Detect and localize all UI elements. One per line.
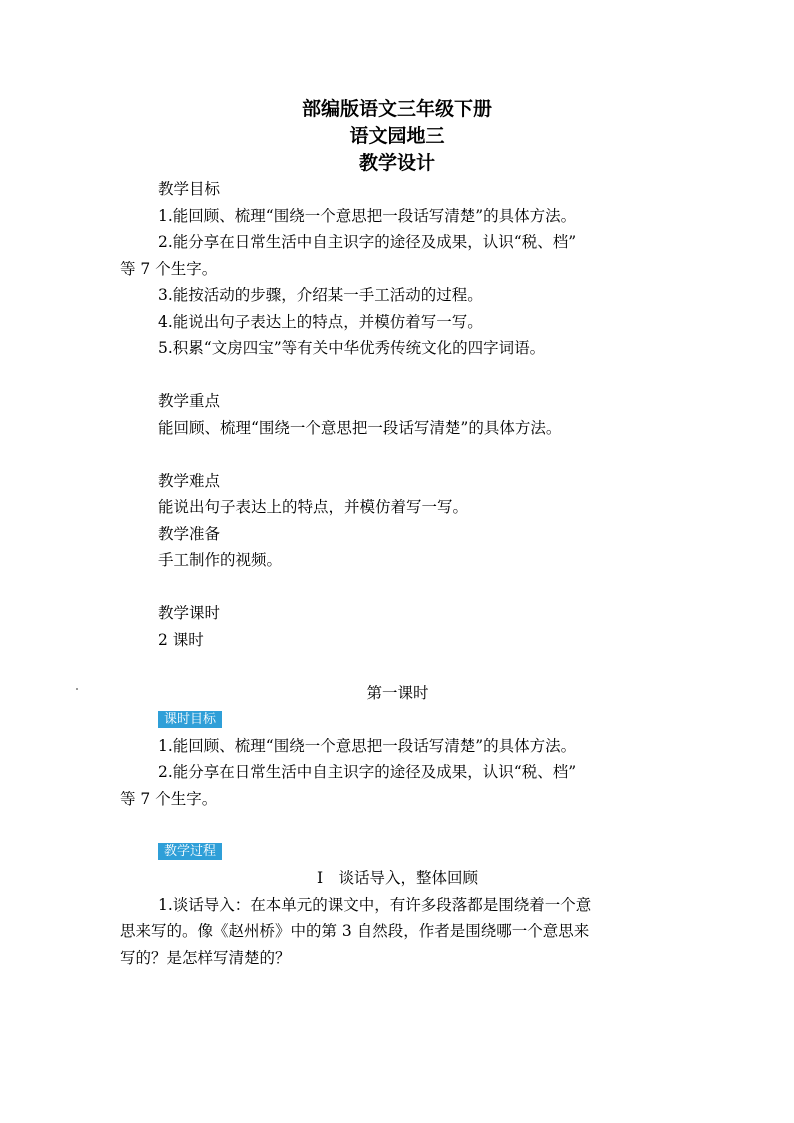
intro-paragraph-line: 写的？是怎样写清楚的？ (120, 948, 291, 967)
lesson-goal-tag: 课时目标 (158, 711, 222, 728)
spacer (120, 574, 675, 601)
document-body (120, 176, 675, 971)
key-points-heading: 教学重点 (158, 392, 221, 410)
objective-item: 3.能按活动的步骤，介绍某一手工活动的过程。 (158, 286, 483, 304)
stray-dot (76, 688, 78, 690)
spacer (120, 812, 675, 839)
spacer (120, 653, 675, 680)
goal-tag-row (120, 706, 675, 733)
lesson-goal-item: 2.能分享在日常生活中自主识字的途径及成果，认识“税、档” (158, 763, 577, 781)
objective-item: 5.积累“文房四宝”等有关中华优秀传统文化的四字词语。 (158, 339, 546, 357)
periods-text: 2 课时 (158, 630, 204, 649)
title-line-3: 教学设计 (358, 152, 435, 174)
document-title (0, 96, 794, 177)
objective-item: 2.能分享在日常生活中自主识字的途径及成果，认识“税、档” (158, 233, 577, 251)
objective-item: 1.能回顾、梳理“围绕一个意思把一段话写清楚”的具体方法。 (158, 206, 577, 225)
lesson-goal-item: 1.能回顾、梳理“围绕一个意思把一段话写清楚”的具体方法。 (158, 736, 577, 755)
difficulties-text: 能说出句子表达上的特点，并模仿着写一写。 (158, 498, 469, 516)
objectives-heading: 教学目标 (158, 180, 221, 198)
objective-item: 4.能说出句子表达上的特点，并模仿着写一写。 (158, 312, 483, 331)
title-line-2: 语文园地三 (349, 125, 445, 147)
lesson-goal-item-continued: 等 7 个生字。 (120, 789, 218, 808)
intro-paragraph-line: 思来写的。像《赵州桥》中的第 3 自然段，作者是围绕哪一个意思来 (120, 922, 590, 940)
difficulties-heading: 教学难点 (158, 471, 221, 490)
periods-heading: 教学课时 (158, 604, 221, 622)
intro-paragraph-line: 1.谈话导入：在本单元的课文中，有许多段落都是围绕着一个意 (158, 895, 592, 914)
title-line-1: 部编版语文三年级下册 (301, 98, 492, 120)
lesson1-heading: 第一课时 (366, 683, 429, 702)
spacer (120, 441, 675, 468)
teaching-process-tag: 教学过程 (158, 843, 222, 860)
process-tag-row (120, 839, 675, 866)
spacer (120, 362, 675, 389)
preparation-heading: 教学准备 (158, 524, 221, 543)
section-title: Ⅰ 谈话导入，整体回顾 (316, 869, 479, 887)
objective-item-continued: 等 7 个生字。 (120, 259, 218, 278)
key-points-text: 能回顾、梳理“围绕一个意思把一段话写清楚”的具体方法。 (158, 418, 562, 437)
preparation-text: 手工制作的视频。 (158, 551, 283, 569)
